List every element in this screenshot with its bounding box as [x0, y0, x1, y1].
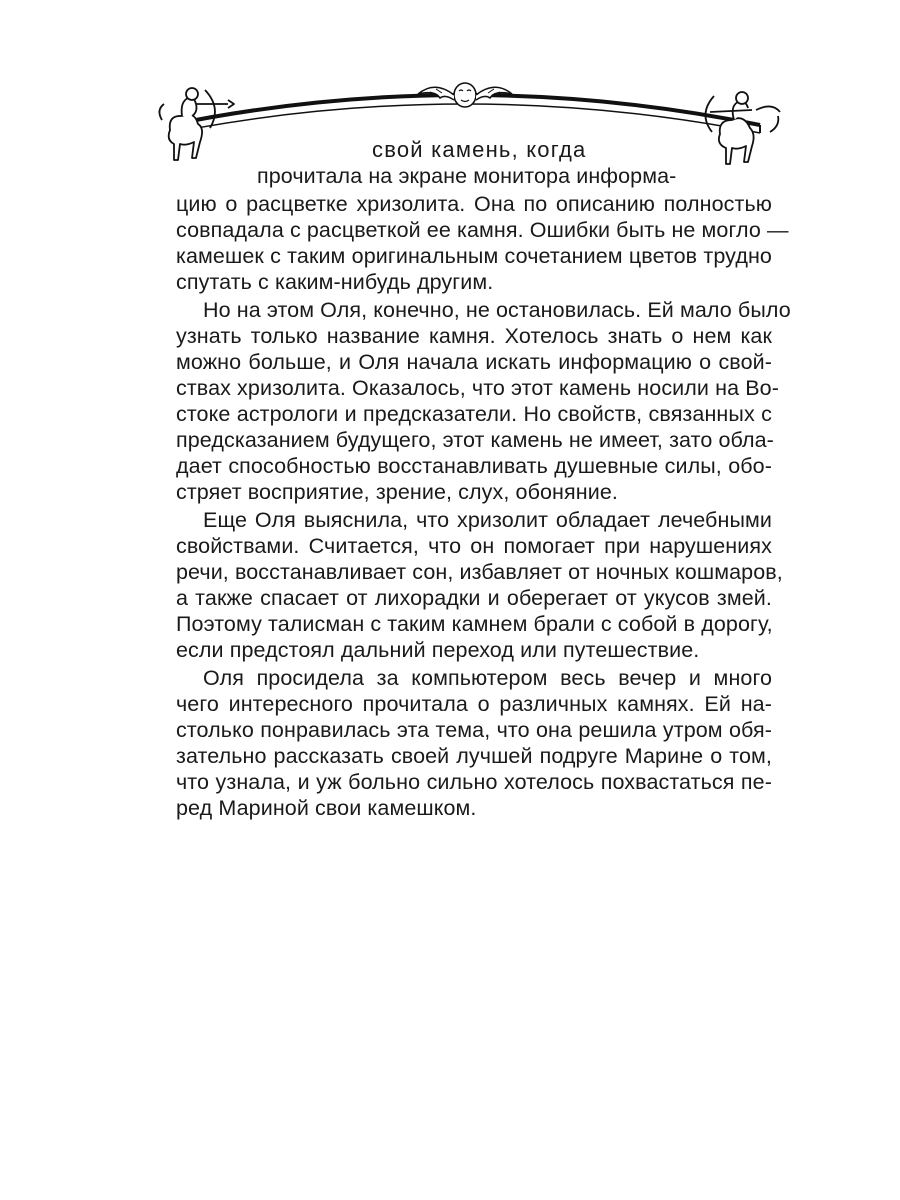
text-line: стоке астрологи и предсказатели. Но свойств, связанных с: [176, 402, 772, 426]
text-line: совпадала с расцветкой ее камня. Ошибки быть не могло —: [176, 218, 789, 242]
sagittarius-right-icon: [690, 82, 790, 172]
text-line: если предстоял дальний переход или путешествие.: [176, 638, 700, 662]
text-line: ствах хризолита. Оказалось, что этот камень носили на Во-: [176, 376, 779, 400]
text-line: столько понравилась эта тема, что она решила утром обя-: [176, 718, 772, 742]
text-line: а также спасает от лихорадки и оберегает от укусов змей.: [176, 586, 772, 610]
text-line: ред Мариной свои камешком.: [176, 796, 477, 820]
text-line: спутать с каким-нибудь другим.: [176, 270, 494, 294]
text-line: Поэтому талисман с таким камнем брали с собой в дорогу,: [176, 612, 773, 636]
text-line: чего интересного прочитала о различных камнях. Ей на-: [176, 692, 772, 716]
text-line: свойствами. Считается, что он помогает при нарушениях: [176, 534, 772, 558]
text-line: Еще Оля выяснила, что хризолит обладает лечебными: [203, 508, 772, 532]
text-line: что узнала, и уж больно сильно хотелось похвастаться пе-: [176, 770, 772, 794]
text-line: узнать только название камня. Хотелось знать о нем как: [176, 324, 772, 348]
header-line-2: прочитала на экране монитора информа-: [257, 164, 677, 188]
text-line: дает способностью восстанавливать душевные силы, обо-: [176, 454, 772, 478]
text-line: цию о расцветке хризолита. Она по описанию полностью: [176, 192, 772, 216]
text-line: Но на этом Оля, конечно, не остановилась. Ей мало было: [203, 298, 791, 322]
text-line: речи, восстанавливает сон, избавляет от ночных кошмаров,: [176, 560, 783, 584]
text-line: камешек с таким оригинальным сочетанием цветов трудно: [176, 244, 772, 268]
text-line: Оля просидела за компьютером весь вечер и много: [203, 666, 772, 690]
text-line: стряет восприятие, зрение, слух, обоняние.: [176, 480, 618, 504]
text-line: зательно рассказать своей лучшей подруге Марине о том,: [176, 744, 772, 768]
sagittarius-left-icon: [150, 80, 245, 170]
header-line-1: свой камень, когда: [372, 137, 587, 162]
text-line: можно больше, и Оля начала искать информацию о свой-: [176, 350, 772, 374]
text-line: предсказанием будущего, этот камень не имеет, зато обла-: [176, 428, 774, 452]
